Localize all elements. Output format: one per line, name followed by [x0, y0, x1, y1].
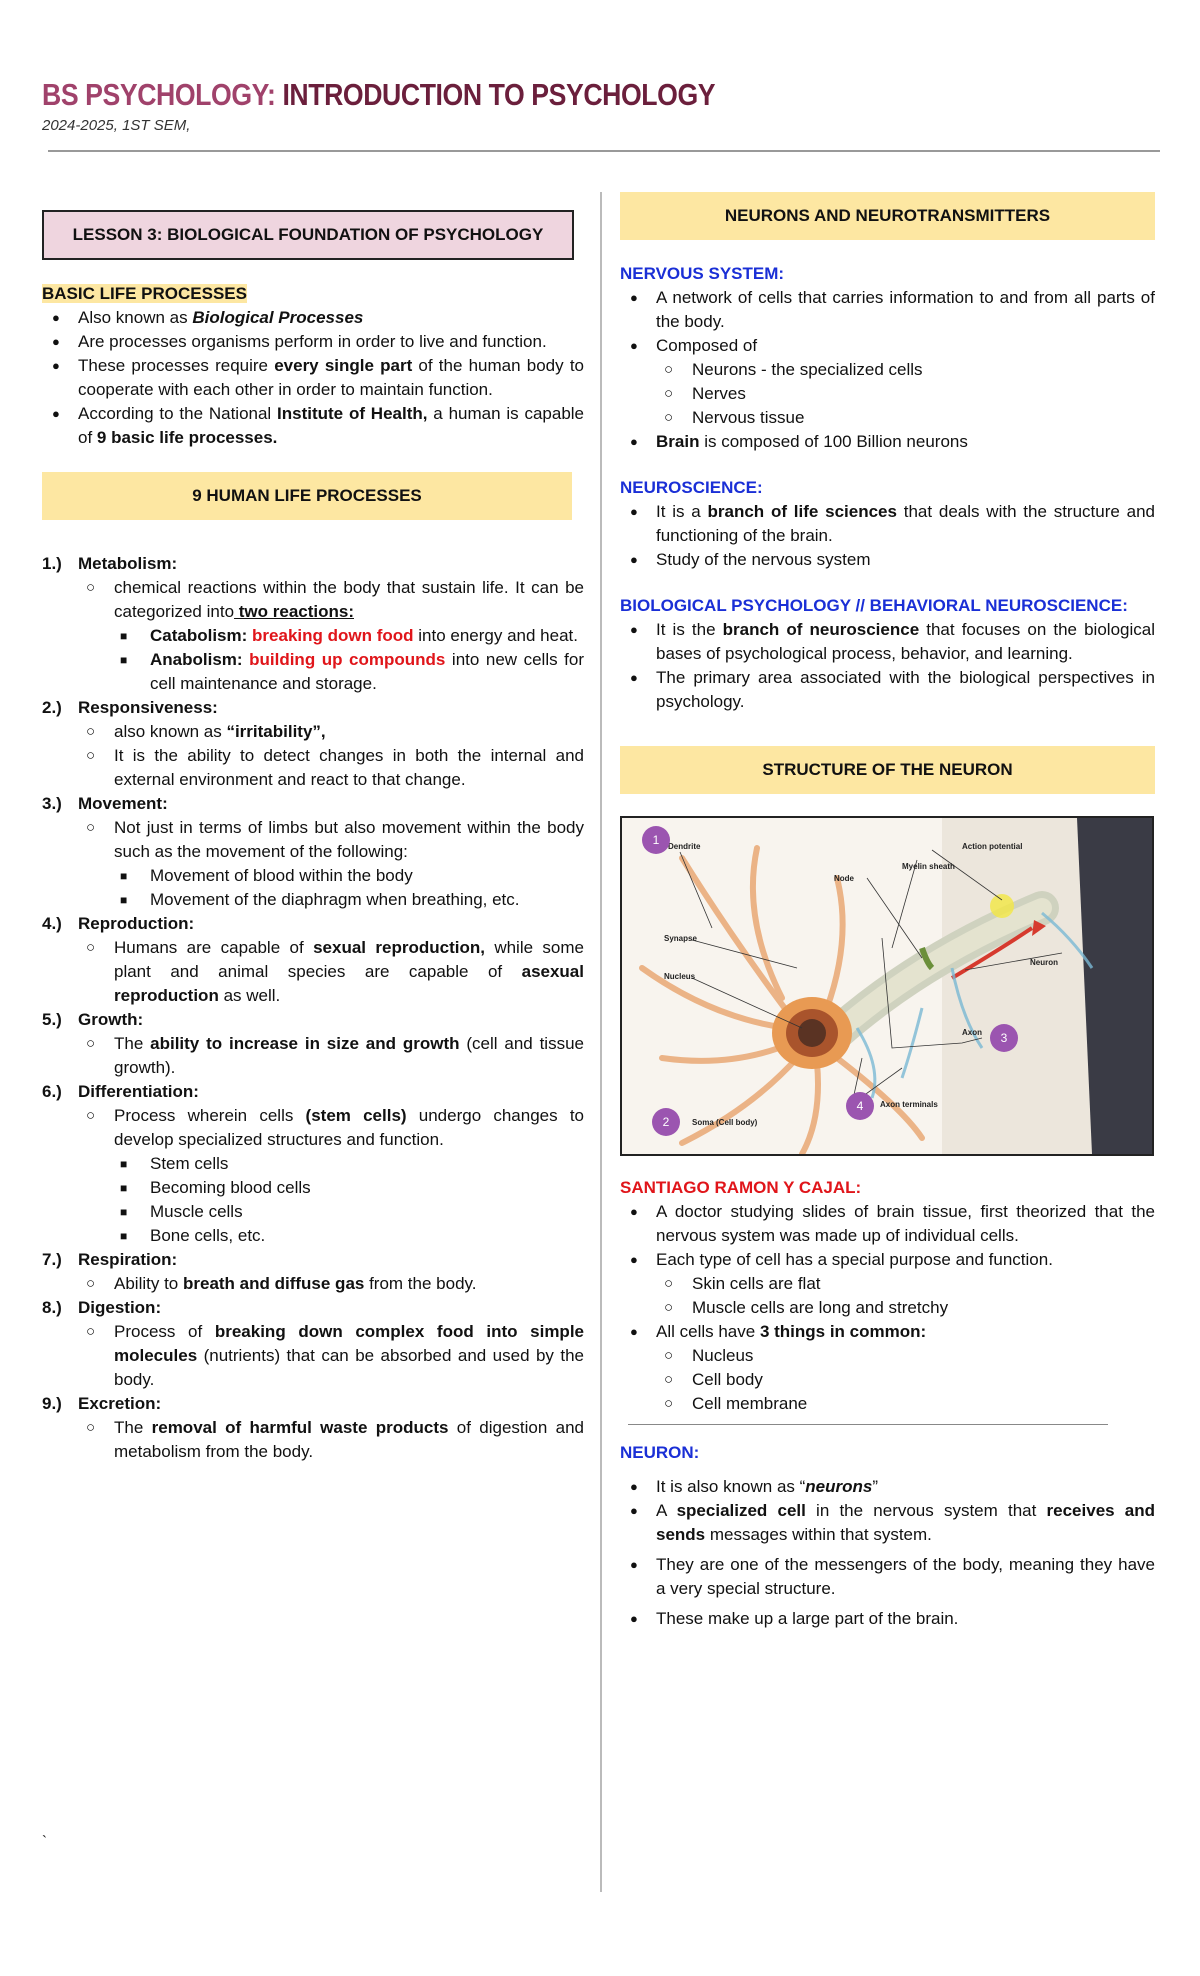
list-item: ○ Ability to breath and diffuse gas from the body. [78, 1272, 584, 1296]
list-item: ● A network of cells that carries information to and from all parts of the body. [620, 286, 1155, 334]
process-item: 5.) Growth: [42, 1010, 144, 1029]
process-item: 6.) Differentiation: [42, 1082, 199, 1101]
list-item: ■ Movement of the diaphragm when breathing, etc. [114, 888, 584, 912]
document-title [42, 76, 715, 114]
label-node: Node [834, 874, 854, 883]
label-neuron: Neuron [1030, 958, 1058, 967]
figure-badge: 4 [846, 1092, 874, 1120]
list-item: ■ Muscle cells [114, 1200, 584, 1224]
lesson-title-box: LESSON 3: BIOLOGICAL FOUNDATION OF PSYCHOLOGY [42, 210, 574, 260]
neuron-diagram [620, 816, 1154, 1156]
process-item: 1.) Metabolism: [42, 554, 178, 573]
list-item: ● It is a branch of life sciences that deals with the structure and functioning of the brain. [620, 500, 1155, 548]
list-item: ○ Skin cells are flat [656, 1272, 1155, 1296]
list-item: ○ Nerves [656, 382, 1155, 406]
column-divider [600, 192, 602, 1892]
list-item: ■ Anabolism: building up compounds into new cells for cell maintenance and storage. [114, 648, 584, 696]
list-item: ○ It is the ability to detect changes in both the internal and external environment and react to that change. [78, 744, 584, 792]
cajal-list [620, 1200, 1155, 1416]
list-item: ○ chemical reactions within the body that sustain life. It can be categorized into two reactions: ■ Catabolism: breaking down food into energy and heat. ■ Anabolism: building up compounds into new cells for cell maintenance and storage. [78, 576, 584, 696]
list-item: ● Also known as Biological Processes [42, 306, 584, 330]
neurons-heading: NEURONS AND NEUROTRANSMITTERS [620, 192, 1155, 240]
process-item: 8.) Digestion: [42, 1298, 162, 1317]
neuroscience-list [620, 500, 1155, 572]
list-item: ○ Not just in terms of limbs but also movement within the body such as the movement of the following: ■ Movement of blood within the body ■ Movement of the diaphragm when breathing, etc. [78, 816, 584, 912]
structure-heading: STRUCTURE OF THE NEURON [620, 746, 1155, 794]
list-item: ■ Stem cells [114, 1152, 584, 1176]
list-item: ■ Catabolism: breaking down food into energy and heat. [114, 624, 584, 648]
figure-badge: 2 [652, 1108, 680, 1136]
list-item: ● They are one of the messengers of the body, meaning they have a very special structure. [620, 1553, 1155, 1601]
list-item: ○ The removal of harmful waste products of digestion and metabolism from the body. [78, 1416, 584, 1464]
process-item: 3.) Movement: [42, 794, 168, 813]
list-item: ● All cells have 3 things in common: ○ Nucleus ○ Cell body ○ Cell membrane [620, 1320, 1155, 1416]
life-process-list [42, 552, 584, 1464]
process-item: 2.) Responsiveness: [42, 698, 218, 717]
process-item: 7.) Respiration: [42, 1250, 178, 1269]
list-item: ● It is also known as “neurons” [620, 1475, 1155, 1499]
list-item: ● These make up a large part of the brain. [620, 1607, 1155, 1631]
figure-badge: 1 [642, 826, 670, 854]
label-nucleus: Nucleus [664, 972, 696, 981]
nervous-system-heading: NERVOUS SYSTEM: [620, 264, 785, 283]
label-axon: Axon [962, 1028, 982, 1037]
process-item: 4.) Reproduction: [42, 914, 195, 933]
list-item: ■ Movement of blood within the body [114, 864, 584, 888]
neuron-heading: NEURON: [620, 1443, 700, 1462]
label-soma: Soma (Cell body) [692, 1118, 758, 1127]
list-item: ● The primary area associated with the biological perspectives in psychology. [620, 666, 1155, 714]
list-item: ○ Process of breaking down complex food into simple molecules (nutrients) that can be absorbed and used by the body. [78, 1320, 584, 1392]
right-column [620, 192, 1155, 1631]
nine-processes-heading: 9 HUMAN LIFE PROCESSES [42, 472, 572, 520]
list-item: ● Are processes organisms perform in order to live and function. [42, 330, 584, 354]
list-item: ○ Process wherein cells (stem cells) undergo changes to develop specialized structures and function. ■ Stem cells ■ Becoming blood cells ■ Muscle cells ■ Bone cells, etc. [78, 1104, 584, 1248]
list-item: ○ The ability to increase in size and growth (cell and tissue growth). [78, 1032, 584, 1080]
stray-mark: ` [42, 1833, 47, 1850]
title-subject: INTRODUCTION TO PSYCHOLOGY [282, 77, 716, 112]
list-item: ● Composed of ○ Neurons - the specialized cells ○ Nerves ○ Nervous tissue [620, 334, 1155, 430]
list-item: ● According to the National Institute of Health, a human is capable of 9 basic life processes. [42, 402, 584, 450]
label-synapse: Synapse [664, 934, 697, 943]
list-item: ○ Neurons - the specialized cells [656, 358, 1155, 382]
neuron-list [620, 1475, 1155, 1631]
process-item: 9.) Excretion: [42, 1394, 162, 1413]
label-myelin-sheath: Myelin sheath [902, 862, 955, 871]
header-divider [48, 150, 1160, 152]
list-item: ● These processes require every single part of the human body to cooperate with each other in order to maintain function. [42, 354, 584, 402]
document-subtitle: 2024-2025, 1ST SEM, [42, 117, 191, 134]
label-axon-terminals: Axon terminals [880, 1100, 938, 1109]
figure-badge: 3 [990, 1024, 1018, 1052]
nervous-system-list [620, 286, 1155, 454]
list-item: ● A doctor studying slides of brain tissue, first theorized that the nervous system was made up of individual cells. [620, 1200, 1155, 1248]
list-item: ● Brain is composed of 100 Billion neurons [620, 430, 1155, 454]
list-item: ● Each type of cell has a special purpose and function. ○ Skin cells are flat ○ Muscle cells are long and stretchy [620, 1248, 1155, 1320]
label-action-potential: Action potential [962, 842, 1023, 851]
list-item: ○ Humans are capable of sexual reproduction, while some plant and animal species are capable of asexual reproduction as well. [78, 936, 584, 1008]
list-item: ■ Bone cells, etc. [114, 1224, 584, 1248]
list-item: ■ Becoming blood cells [114, 1176, 584, 1200]
list-item: ○ also known as “irritability”, [78, 720, 584, 744]
left-column [42, 210, 584, 1464]
list-item: ● Study of the nervous system [620, 548, 1155, 572]
title-course: BS PSYCHOLOGY: [42, 77, 276, 112]
list-item: ○ Cell membrane [656, 1392, 1155, 1416]
neuroscience-heading: NEUROSCIENCE: [620, 478, 763, 497]
label-dendrite: Dendrite [668, 842, 701, 851]
biopsych-heading: BIOLOGICAL PSYCHOLOGY // BEHAVIORAL NEUROSCIENCE: [620, 596, 1128, 615]
list-item: ○ Nucleus [656, 1344, 1155, 1368]
basic-life-heading: BASIC LIFE PROCESSES [42, 284, 247, 303]
biopsych-list [620, 618, 1155, 714]
list-item: ● A specialized cell in the nervous system that receives and sends messages within that system. [620, 1499, 1155, 1547]
list-item: ○ Muscle cells are long and stretchy [656, 1296, 1155, 1320]
list-item: ● It is the branch of neuroscience that focuses on the biological bases of psychological process, behavior, and learning. [620, 618, 1155, 666]
list-item: ○ Nervous tissue [656, 406, 1155, 430]
basic-life-list [42, 306, 584, 450]
list-item: ○ Cell body [656, 1368, 1155, 1392]
cajal-heading: SANTIAGO RAMON Y CAJAL: [620, 1178, 862, 1197]
